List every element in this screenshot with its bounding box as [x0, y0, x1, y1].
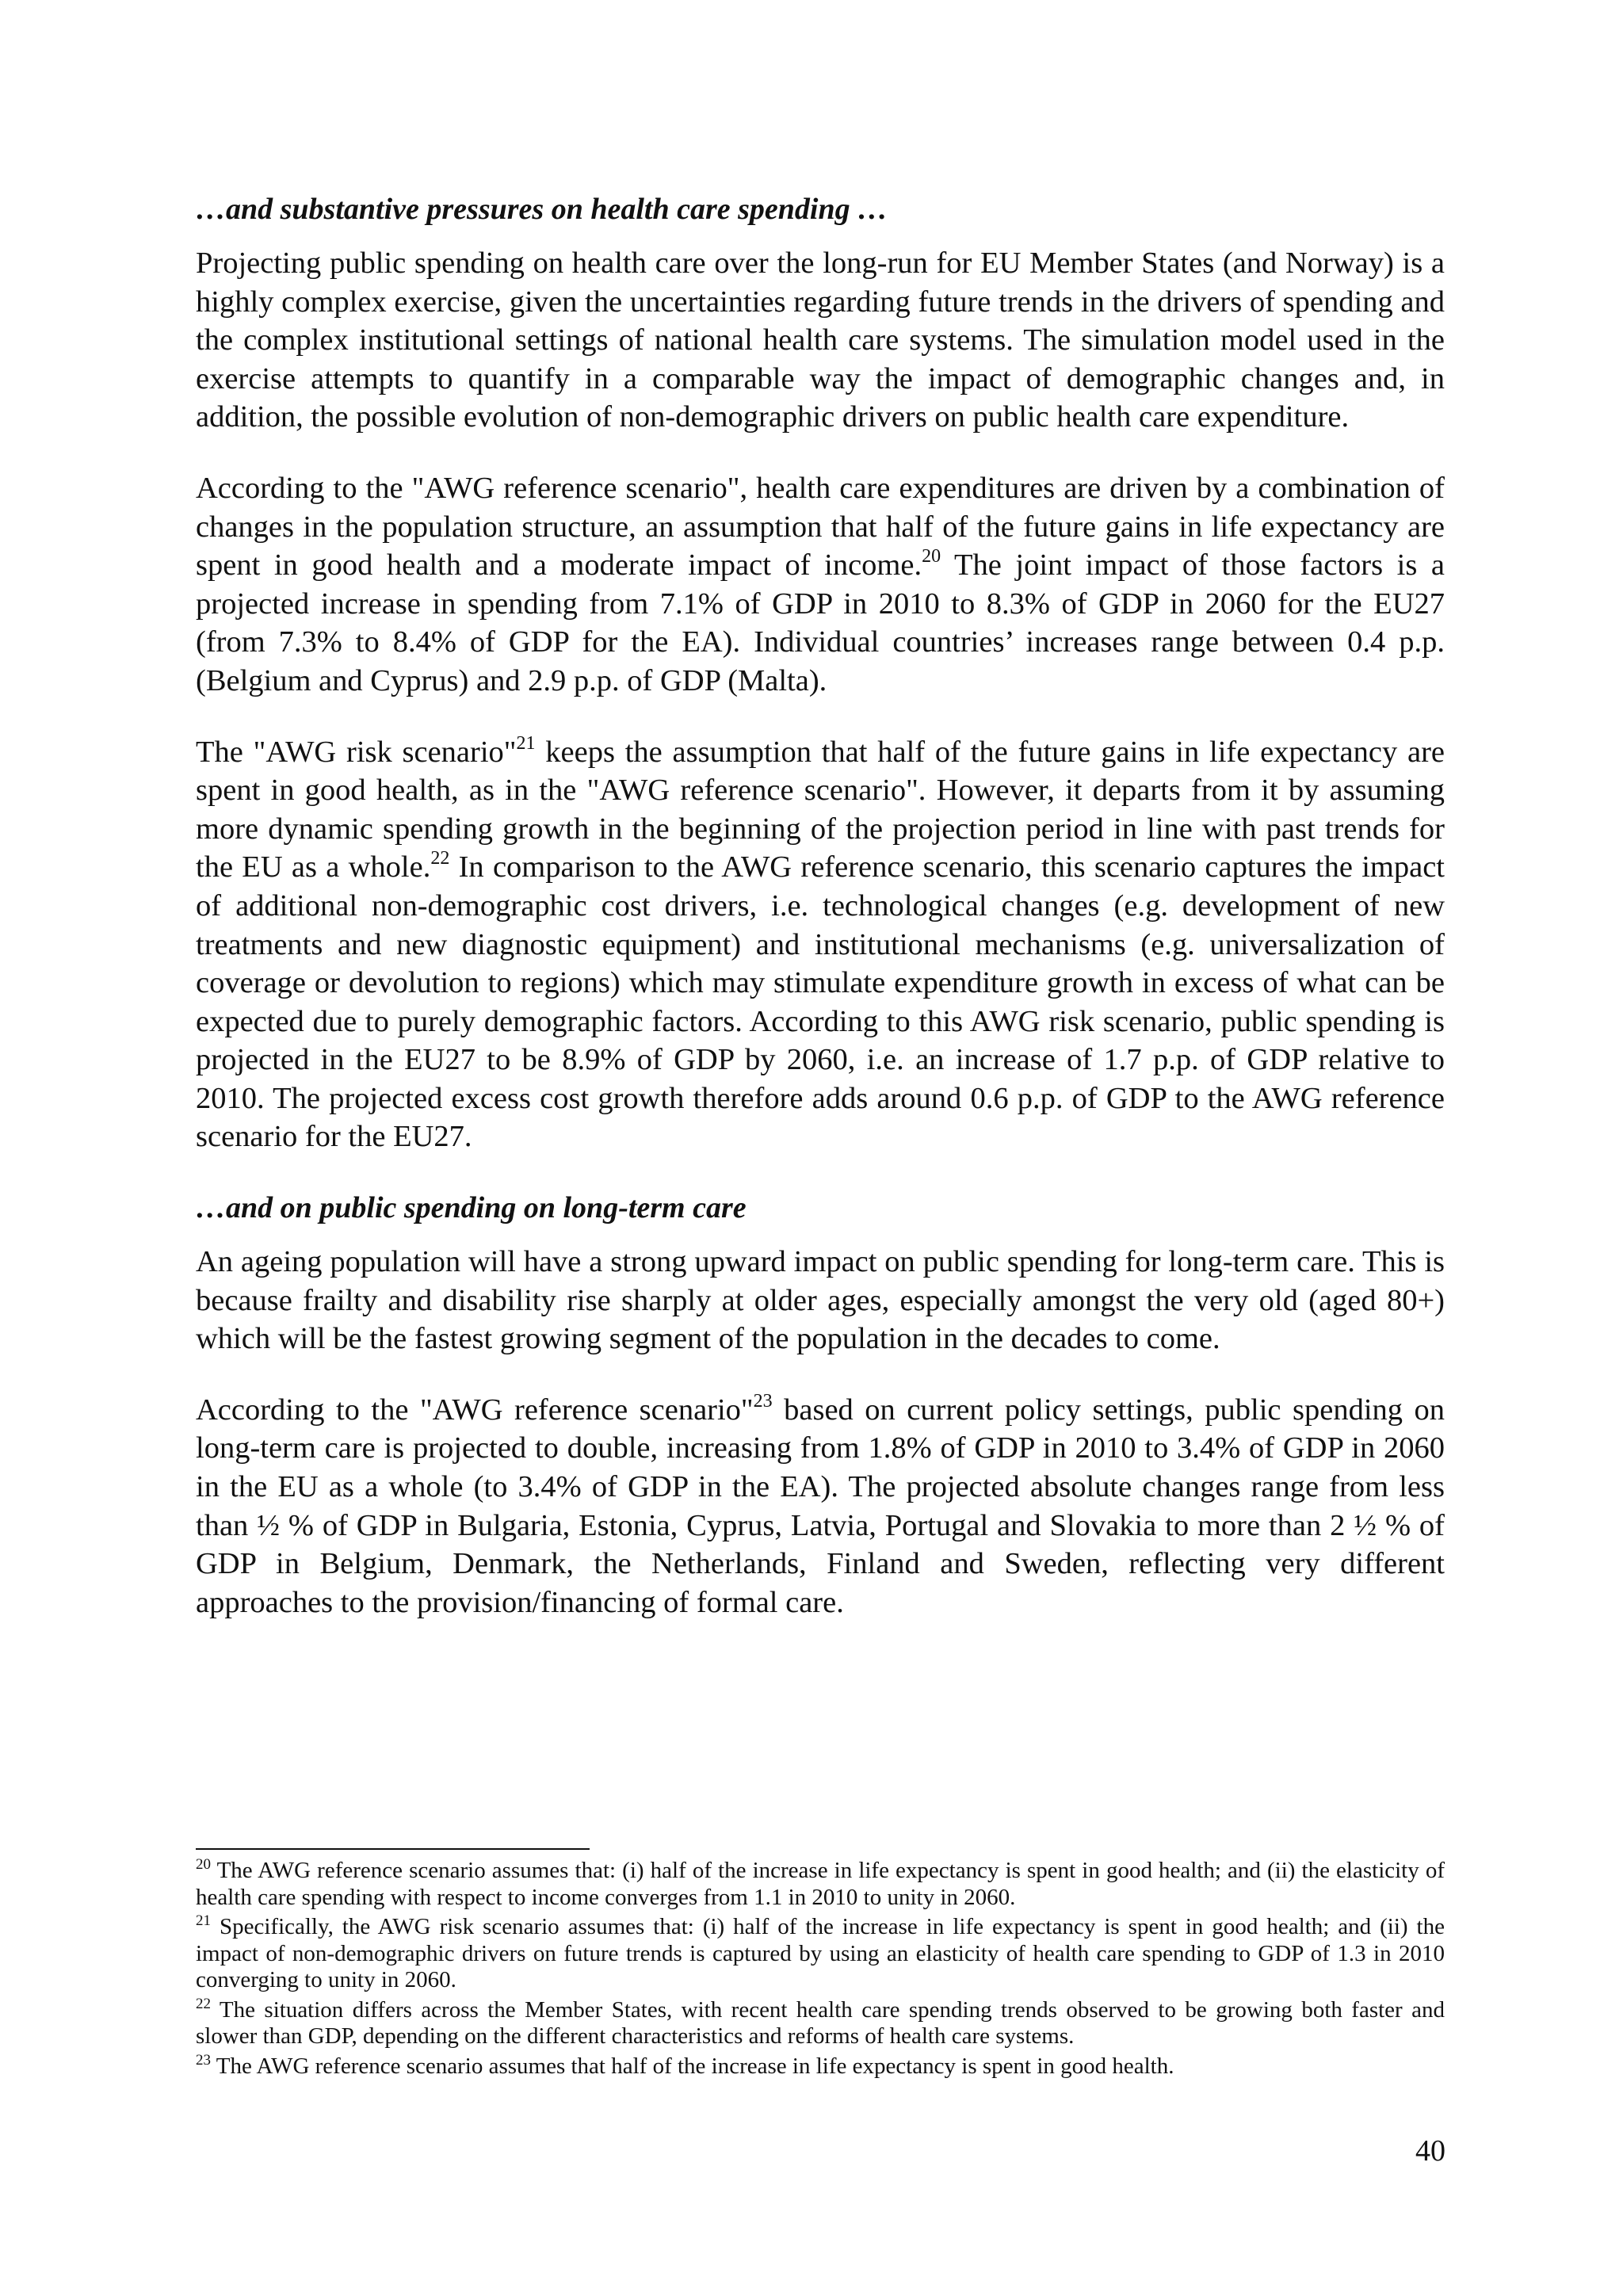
- page-body: [196, 190, 1445, 1654]
- footnote-number: 21: [196, 1912, 211, 1929]
- footnote-number: 20: [196, 1856, 211, 1873]
- footnote-23: [196, 2053, 1445, 2080]
- footnote-20: [196, 1858, 1445, 1911]
- footnote-number: 23: [196, 2051, 211, 2069]
- footnote-text: The situation differs across the Member States, with recent health care spending trends observed to be growing both faster and slower than GDP, depending on the different characteristics and reforms of health care systems.: [196, 1996, 1445, 2049]
- footnote-ref-20[interactable]: 20: [922, 546, 941, 567]
- paragraph-text: The joint impact of those factors is a projected increase in spending from 7.1% of GDP in 2010 to 8.3% of GDP in 2060 for the EU27 (from 7.3% to 8.4% of GDP for the EA). Individual countries’ increases range between 0.4 p.p. (Belgium and Cyprus) and 2.9 p.p. of GDP (Malta).: [196, 548, 1445, 697]
- page-number: 40: [1415, 2134, 1445, 2168]
- footnote-ref-23[interactable]: 23: [753, 1390, 773, 1412]
- footnotes: [196, 1858, 1445, 2083]
- footnote-separator: [196, 1848, 590, 1850]
- paragraph-text: In comparison to the AWG reference scenario, this scenario captures the impact of additional non-demographic cost drivers, i.e. technological changes (e.g. development of new treatments and new diagnostic equipment) and institutional mechanisms (e.g. universalization of coverage or devolution to regions) which may stimulate expenditure growth in excess of what can be expected due to purely demographic factors. According to this AWG risk scenario, public spending is projected in the EU27 to be 8.9% of GDP by 2060, i.e. an increase of 1.7 p.p. of GDP relative to 2010. The projected excess cost growth therefore adds around 0.6 p.p. of GDP to the AWG reference scenario for the EU27.: [196, 850, 1445, 1154]
- section-heading-health-care: …and substantive pressures on health care spending …: [196, 193, 888, 226]
- section-heading-long-term-care: …and on public spending on long-term care: [196, 1191, 747, 1225]
- paragraph-text: According to the "AWG reference scenario": [196, 1392, 754, 1427]
- paragraph-awg-reference-scenario: [196, 469, 1445, 701]
- footnote-ref-21[interactable]: 21: [516, 732, 536, 754]
- paragraph-text: keeps the assumption that half of the future gains in life expectancy are spent in good health, as in the "AWG reference scenario". However, it departs from it by assuming more dynamic spending growth in the beginning of the projection period in line with past trends for the EU as a whole.: [196, 735, 1445, 884]
- paragraph-awg-risk-scenario: [196, 733, 1445, 1157]
- paragraph-text: The "AWG risk scenario": [196, 735, 517, 769]
- paragraph-health-care-projection: Projecting public spending on health care over the long-run for EU Member States (and Norway) is a highly complex exercise, given the uncertainties regarding future trends in the drivers of spending and the complex institutional settings of national health care systems. The simulation model used in the exercise attempts to quantify in a comparable way the impact of demographic changes and, in addition, the possible evolution of non-demographic drivers on public health care expenditure.: [196, 246, 1445, 434]
- paragraph-text: According to the "AWG reference scenario", health care expenditures are driven by a combination of changes in the population structure, an assumption that half of the future gains in life expectancy are spent in good health and a moderate impact of income.: [196, 471, 1445, 583]
- paragraph-long-term-care-projection: [196, 1391, 1445, 1622]
- footnote-22: [196, 1997, 1445, 2050]
- paragraph-text: based on current policy settings, public spending on long-term care is projected to double, increasing from 1.8% of GDP in 2010 to 3.4% of GDP in 2060 in the EU as a whole (to 3.4% of GDP in the EA). The projected absolute changes range from less than ½ % of GDP in Bulgaria, Estonia, Cyprus, Latvia, Portugal and Slovakia to more than 2 ½ % of GDP in Belgium, Denmark, the Netherlands, Finland and Sweden, reflecting very different approaches to the provision/financing of formal care.: [196, 1392, 1445, 1619]
- footnote-number: 22: [196, 1995, 211, 2012]
- footnote-text: The AWG reference scenario assumes that half of the increase in life expectancy is spent in good health.: [211, 2053, 1174, 2079]
- footnote-21: [196, 1914, 1445, 1994]
- footnote-text: Specifically, the AWG risk scenario assumes that: (i) half of the increase in life expectancy is spent in good health; and (ii) the impact of non-demographic drivers on future trends is captured by using an elasticity of health care spending to GDP of 1.3 in 2010 converging to unity in 2060.: [196, 1914, 1445, 1992]
- footnote-ref-22[interactable]: 22: [430, 848, 450, 869]
- footnote-text: The AWG reference scenario assumes that: (i) half of the increase in life expectancy is spent in good health; and (ii) the elasticity of health care spending with respect to income converges from 1.1 in 2010 to unity in 2060.: [196, 1858, 1445, 1910]
- paragraph-ageing-population: An ageing population will have a strong upward impact on public spending for long-term care. This is because frailty and disability rise sharply at older ages, especially amongst the very old (aged 80+) which will be the fastest growing segment of the population in the decades to come.: [196, 1245, 1445, 1356]
